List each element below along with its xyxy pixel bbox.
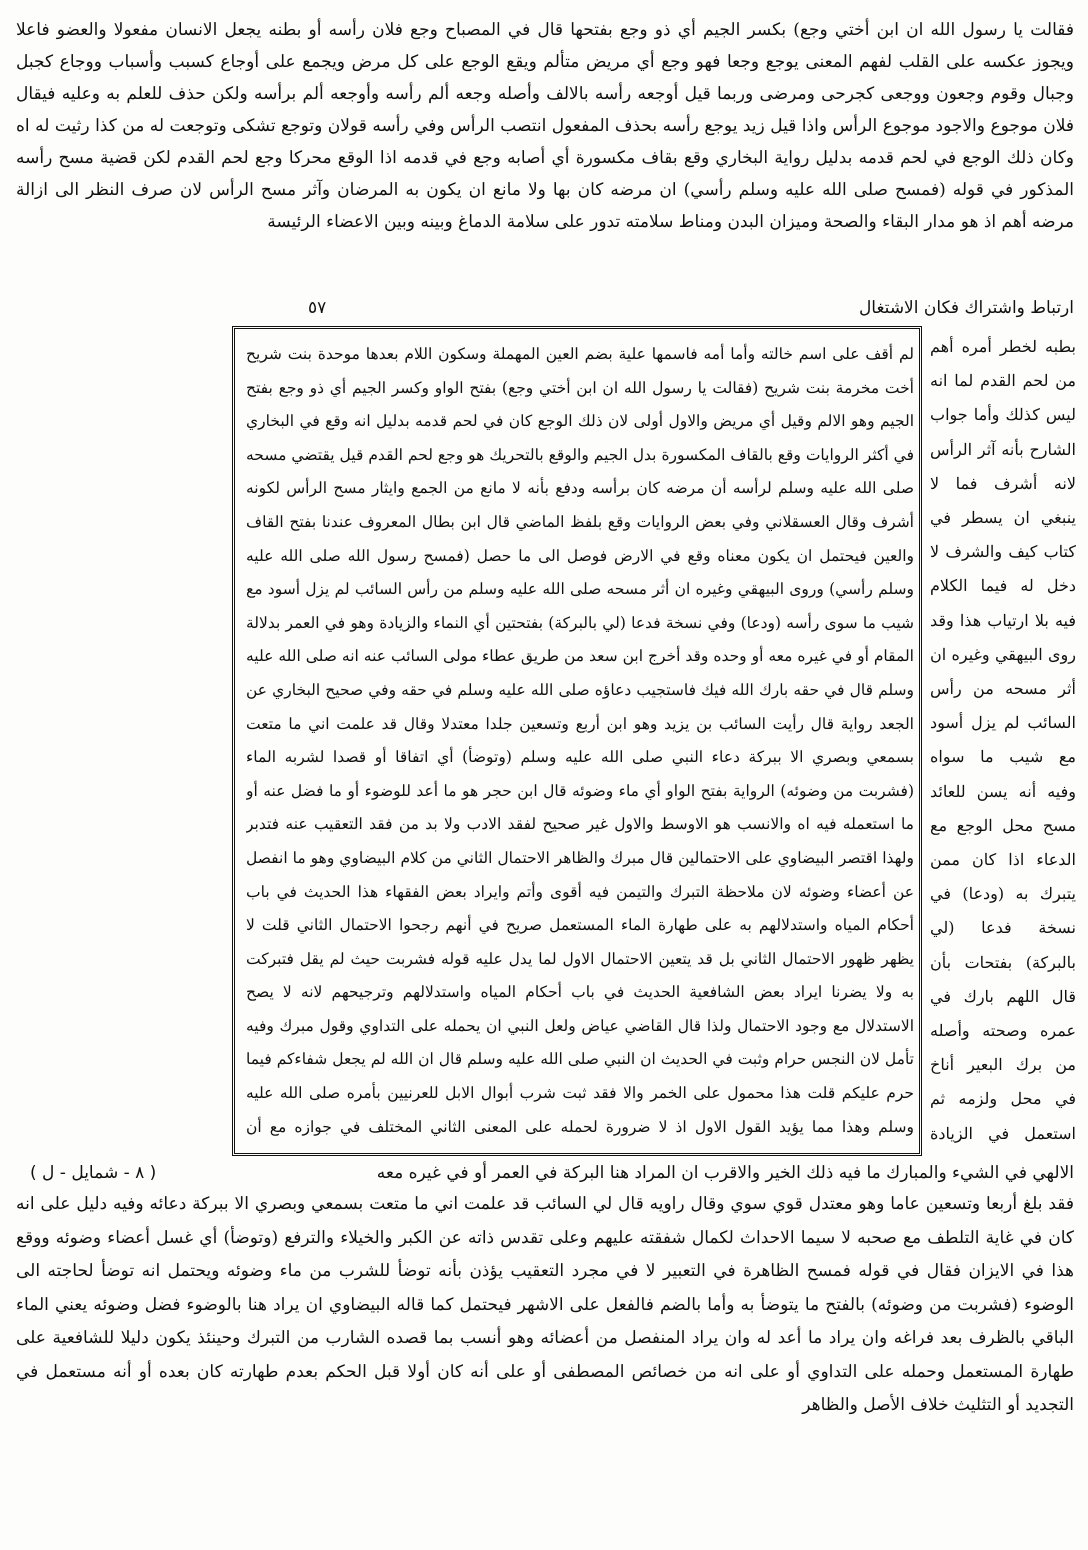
margin-commentary-text: بطبه لخطر أمره أهم من لحم القدم لما انه ليس كذلك وأما جواب الشارح بأنه آثر الرأس لانه أشرف فما لا ينبغي ان يسطر في كتاب كيف والشرف لا دخل له فيما الكلام فيه بلا ارتياب هذا وقد روى البيهقي وغيره ان أثر مسحه من رأس السائب لم يزل أسود مع شيب ما سواه وفيه أنه يسن للعائد مسح محل الوجع مع الدعاء اذا كان ممن يتبرك به (ودعا) في نسخة فدعا (لي بالبركة) بفتحات بأن قال اللهم بارك في عمره وصحته وأصله من برك البعير أناخ في محل ولزمه ثم استعمل في الزيادة bbox=[930, 337, 1076, 1143]
page-number: ٥٧ bbox=[308, 298, 327, 318]
print-signature: ( ٨ - شمايل - ل ) bbox=[30, 1163, 157, 1183]
main-text: لم أقف على اسم خالته وأما أمه فاسمها علية بضم العين المهملة وسكون اللام بعدها موحدة بنت شريح أخت مخرمة بنت شريح (فقالت يا رسول الله ان ابن أختي وجع) بفتح الواو وكسر الجيم أي ذو وجع بفتح الجيم وهو الالم وقيل أي مريض والاول أولى لان ذلك الوجع كان في لحم قدمه بدليل انه وقع في البخاري في أكثر الروايات وقع بالقاف المكسورة بدل الجيم والوقع بالتحريك هو وجع لحم القدم قيل يقتضي مسحه صلى الله عليه وسلم لرأسه أن مرضه كان برأسه ودفع بأنه لا مانع من الجمع وايثار مسح الرأس لكونه أشرف وقال العسقلاني وفي بعض الروايات وقع بلفظ الماضي قال ابن بطال المعروف عندنا بفتح القاف والعين فيحتمل ان يكون معناه وقع في الارض فوصل الى ما حصل (فمسح رسول الله صلى الله عليه وسلم رأسي) وروى البيهقي وغيره ان أثر مسحه صلى الله عليه وسلم من رأس السائب لم يزل أسود مع شيب ما سوى رأسه (ودعا) وفي نسخة فدعا (لي بالبركة) بفتحتين أي النماء والزيادة وهو في العمر بدلالة المقام أو في غيره معه أو وحده وقد أخرج ابن سعد من طريق عطاء مولى السائب عنه انه صلى الله عليه وسلم قال في حقه بارك الله فيك فاستجيب دعاؤه صلى الله عليه وسلم في حقه وفي صحيح البخاري عن الجعد رواية قال رأيت السائب بن يزيد وهو ابن أربع وتسعين جلدا معتدلا وقال قد علمت اني ما متعت بسمعي وبصري الا ببركة دعاء النبي صلى الله عليه وسلم (وتوضأ) أي اتفاقا أو قصدا لشربه الماء (فشربت من وضوئه) الرواية بفتح الواو أي ماء وضوئه قال ابن حجر هو ما أعد للوضوء أو ما فضل عنه أو ما استعمله فيه اه والانسب هو الاوسط والاول غير صحيح لفقد الادب ولا بد من فقد التعقيب عنه فتدبر ولهذا اقتصر البيضاوي على الاحتمالين قال مبرك والظاهر الاحتمال الثاني من كلام البيضاوي وهو ما انفصل عن أعضاء وضوئه لان ملاحظة التبرك والتيمن فيه أقوى وأتم وايراد بعض الفقهاء هذا الحديث في باب أحكام المياه واستدلالهم به على طهارة الماء المستعمل صريح في أنهم رجحوا الاحتمال الثاني قلت لا يظهر ظهور الاحتمال الثاني بل قد يتعين الاحتمال الاول لما يدل عليه قوله فشربت حيث لم يقل فتبركت به ولا يضرنا ايراد بعض الشافعية الحديث في باب أحكام المياه واستدلالهم وترجيحهم لانه لا يصح الاستدلال مع وجود الاحتمال ولذا قال القاضي عياض ولعل النبي ان يحمله على التداوي وقول مبرك وفيه تأمل لان النجس حرام وثبت في الحديث ان النبي صلى الله عليه وسلم قال ان الله لم يجعل شفاءكم فيما حرم عليكم قلت هذا محمول على الخمر والا فقد ثبت شرب أبوال الابل للعرنيين بأمره صلى الله عليه وسلم وهذا مما يؤيد القول الاول اذ لا ضرورة لحمله على المعنى الثاني المختلف في جوازه مع أن bbox=[246, 345, 914, 1136]
main-text-block bbox=[246, 338, 914, 1146]
signature-line-text: الالهي في الشيء والمبارك ما فيه ذلك الخير والاقرب ان المراد هنا البركة في العمر أو في غيره معه bbox=[376, 1163, 1074, 1183]
top-commentary-block bbox=[16, 14, 1074, 238]
bottom-commentary-block bbox=[16, 1188, 1074, 1423]
bottom-commentary-text: فقد بلغ أربعا وتسعين عاما وهو معتدل قوي سوي وقال راويه قال لي السائب قد علمت اني ما متعت بسمعي وبصري الا ببركة دعائه وفيه دليل على انه كان في غاية التلطف مع صحبه لا سيما الاحداث لكمال شفقته عليهم وعلى تقدس ذاته عن الكبر والخيلاء والترفع (وتوضأ) أي غسل أعضاء وضوئه ووقع هذا في الايزان فقال في قوله فمسح الظاهرة في التعبير لا في مجرد التعقيب يؤذن بأنه توضأ للشرب من ماء وضوئه ويحتمل انه توضأ لحاجته الى الوضوء (فشربت من وضوئه) بالفتح ما يتوضأ به وأما بالضم فالفعل على الاشهر فيحتمل كما قاله البيضاوي ان يراد هنا بالوضوء فضل وضوئه يعني الماء الباقي بالظرف بعد فراغه وان يراد ما أعد له وان يراد المنفصل من أعضائه وهو أنسب بما قصده الشارب من التبرك وحينئذ يكون دليلا للشافعية على طهارة المستعمل وحمله على التداوي أو على انه من خصائص المصطفى أو على أنه كان أولا قبل الحكم بعدم طهارته كان بعده أو أنه مستعمل في التجديد أو التثليث خلاف الأصل والظاهر bbox=[16, 1194, 1074, 1415]
top-commentary-text: فقالت يا رسول الله ان ابن أختي وجع) بكسر الجيم أي ذو وجع بفتحها قال في المصباح وجع فلان رأسه أو بطنه يجعل الانسان مفعولا والعضو فاعلا ويجوز عكسه على القلب لفهم المعنى يوجع وجعا فهو وجع أي مريض متألم ويقع الوجع على كل مرض ويجمع على أوجاع كسبب وأسباب ووجاع كجبل وجبال وقوم وجعون ووجعى كجرحى ومرضى وربما قيل أوجعه رأسه بالالف وأصله وجعه ألم رأسه وأوجعه ألم برأسه ولكن حذف للعلم به وعليه فيقال فلان موجوع والاجود موجوع الرأس واذا قيل زيد يوجع رأسه بحذف المفعول انتصب الرأس وفي رأسه قولان وتوجع تشكى وتوجعت له من كذا رثيت له اه وكان ذلك الوجع في لحم قدمه بدليل رواية البخاري وقع بقاف مكسورة أي أصابه وجع في قدمه اذا الوقع محركا وجع لحم القدم لكن قضية مسح رأسه المذكور في قوله (فمسح صلى الله عليه وسلم رأسي) ان مرضه كان بها ولا مانع ان يكون به المرضان وآثر مسح الرأس لان صرف النظر الى ازالة مرضه أهم اذ هو مدار البقاء والصحة وميزان البدن ومناط سلامته تدور على سلامة الدماغ وبينه وبين الاعضاء الرئيسة bbox=[16, 20, 1074, 232]
page-header-line bbox=[16, 294, 1074, 322]
margin-commentary-column bbox=[930, 330, 1076, 1152]
signature-line bbox=[30, 1160, 1074, 1186]
header-continuation-text: ارتباط واشتراك فكان الاشتغال bbox=[858, 298, 1074, 318]
